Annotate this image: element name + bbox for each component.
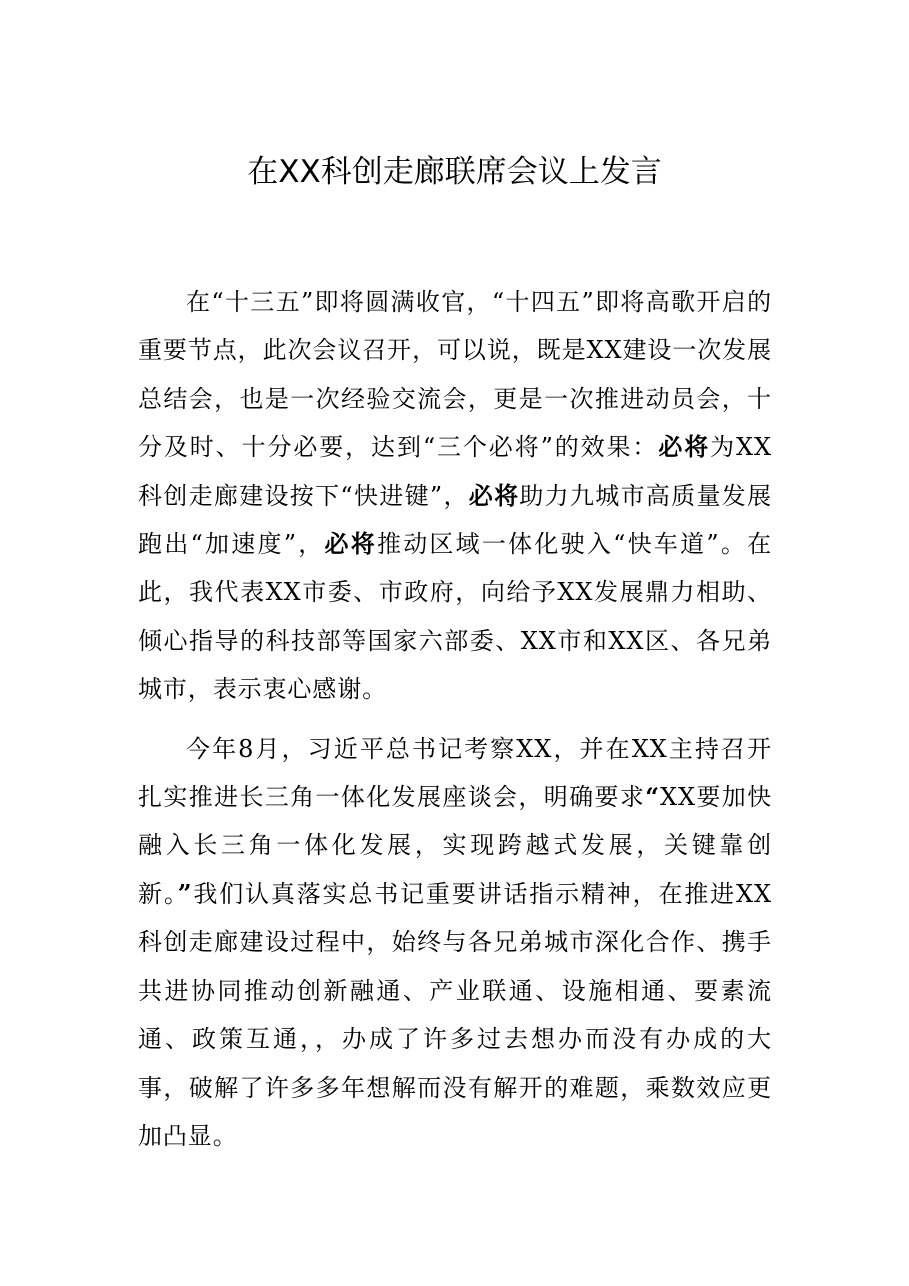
document-title: 在XX科创走廊联席会议上发言 (247, 154, 662, 190)
paragraph-text: 推动区域一体化驶入“快车道”。在此，我代表XX市委、市政府，向给予XX发展鼎力相助、倾心指导的科技部等国家六部委、XX市和XX区、各兄弟城市，表示衷心感谢。 (138, 530, 772, 704)
paragraph-1 (138, 278, 772, 714)
emphasis-text: 必将 (658, 432, 711, 462)
paragraph-text: 为XX科创走廊建设按下“快进键”， (138, 433, 772, 510)
emphasis-quote-open: “ (645, 782, 660, 812)
paragraph-text: 助力九城市高质量发展跑出“加速度”， (138, 481, 772, 559)
paragraph-text: 在“十三五”即将圆满收官，“十四五”即将高歌开启的重要节点，此次会议召开，可以说，既是XX建设一次发展总结会，也是一次经验交流会，更是一次推进动员会，十分及时、十分必要，达到“三个必将”的效果： (138, 288, 772, 462)
paragraph-text: 我们认真落实总书记重要讲话指示精神，在推进XX科创走廊建设过程中，始终与各兄弟城市深化合作、携手共进协同推动创新融通、产业联通、设施相通、要素流通、政策互通，，办成了许多过去想办而没有办成的大事，破解了许多多年想解而没有解开的难题，乘数效应更加凸显。 (138, 879, 772, 1150)
paragraph-2 (138, 725, 772, 1161)
paragraph-text: XX要加快融入长三角一体化发展，实现跨越式发展，关键靠创新。 (138, 783, 773, 908)
paragraph-text: 今年8月，习近平总书记考察XX，并在XX主持召开扎实推进长三角一体化发展座谈会，明确要求 (138, 734, 772, 812)
emphasis-text: 必将 (468, 480, 520, 510)
document-body (138, 278, 772, 1160)
emphasis-quote-close: ” (177, 878, 193, 908)
emphasis-text: 必将 (324, 529, 377, 559)
